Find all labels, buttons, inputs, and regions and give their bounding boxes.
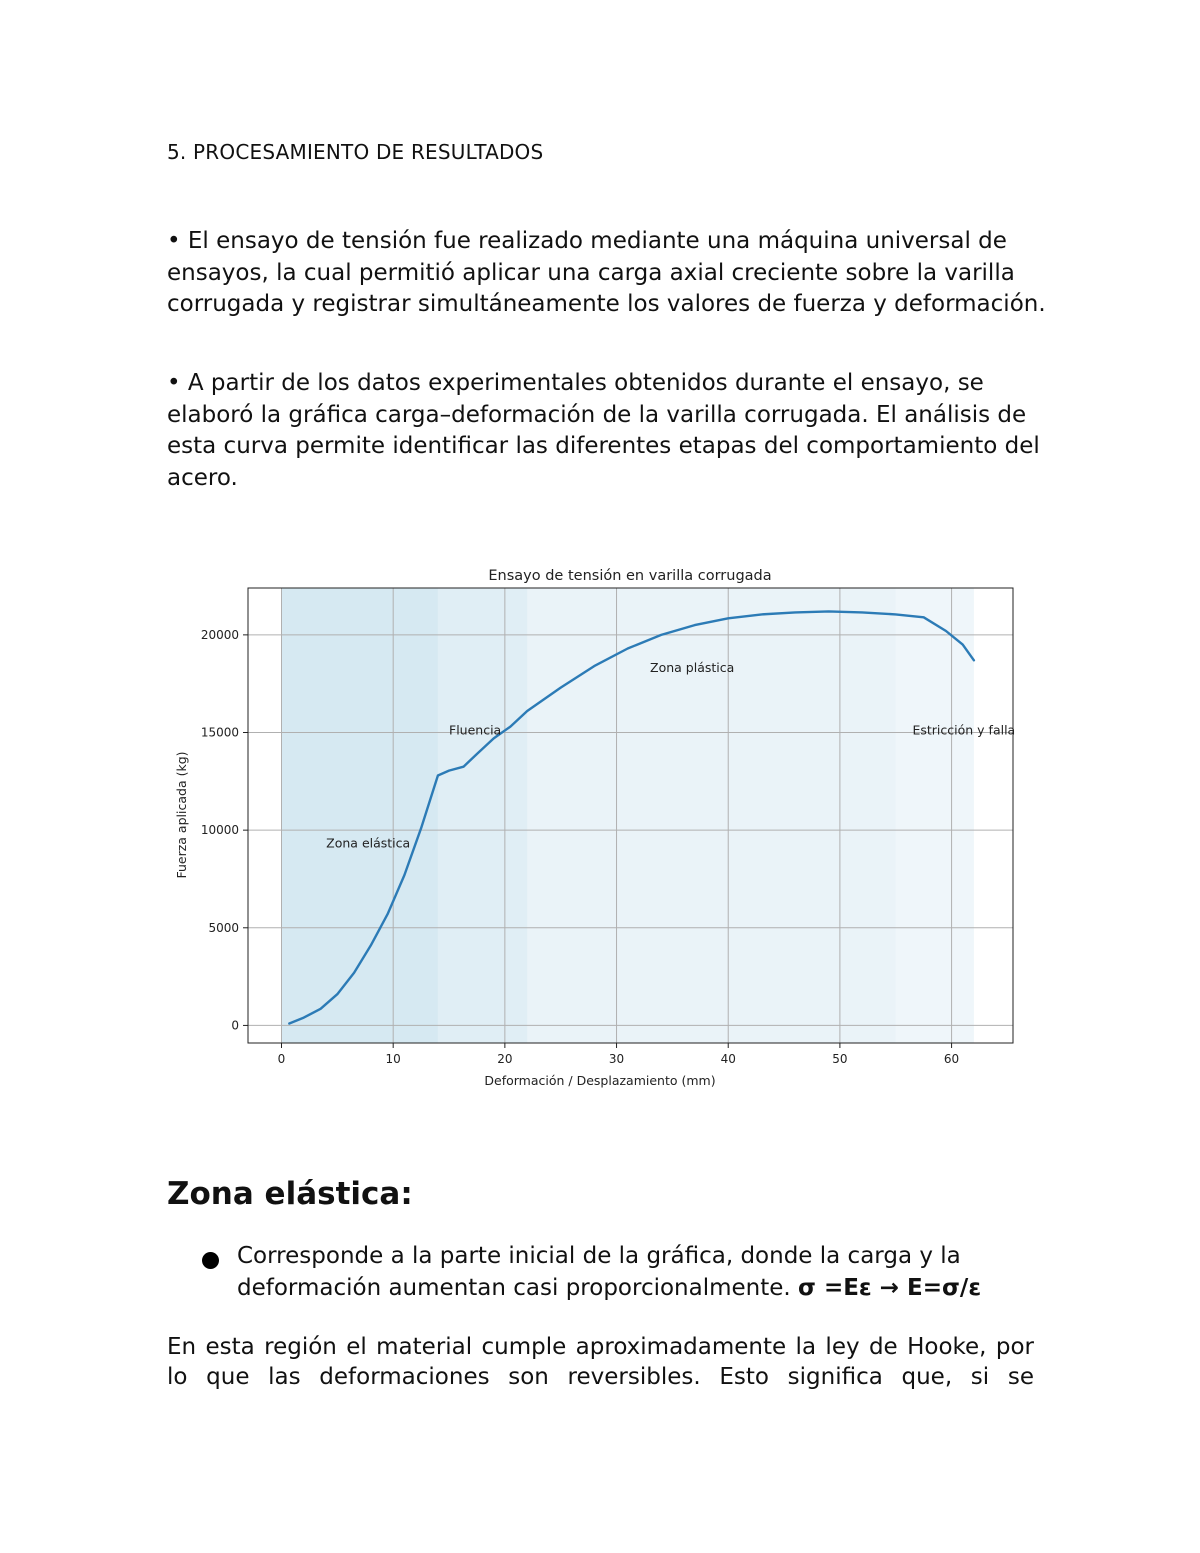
paragraph-3: En esta región el material cumple aproximadamente la ley de Hooke, por lo que las deformaciones son reversibles. Esto significa que, si se: [167, 1334, 1034, 1390]
paragraph-1: • El ensayo de tensión fue realizado mediante una máquina universal de ensayos, la cual permitió aplicar una carga axial creciente sobre la varilla corrugada y registrar simultáneamente los valores de fuerza y deformación.: [167, 228, 1046, 317]
zone-bands: [282, 588, 974, 1043]
bullet-item: [237, 1241, 1057, 1304]
bullet-item-text: Corresponde a la parte inicial de la gráfica, donde la carga y la deformación aumentan casi proporcionalmente.: [237, 1243, 961, 1301]
y-tick-label: 0: [231, 1018, 239, 1033]
zone-band: [896, 588, 974, 1043]
x-tick-label: 10: [385, 1052, 401, 1066]
y-tick-label: 10000: [200, 823, 239, 838]
x-tick-label: 20: [497, 1052, 513, 1066]
zone-label: Estricción y falla: [912, 722, 1016, 738]
y-axis-label: Fuerza aplicada (kg): [174, 751, 189, 879]
zone-band: [527, 588, 896, 1043]
zone-label: Zona plástica: [650, 659, 735, 675]
x-tick-label: 50: [832, 1052, 848, 1066]
x-tick-label: 40: [720, 1052, 736, 1066]
zone-band: [438, 588, 527, 1043]
bullet-dot-icon: [202, 1252, 219, 1269]
x-tick-label: 30: [608, 1052, 625, 1066]
x-axis-label: Deformación / Desplazamiento (mm): [484, 1073, 716, 1088]
section-heading: 5. PROCESAMIENTO DE RESULTADOS: [167, 140, 544, 164]
tension-test-chart: [160, 555, 1040, 1100]
y-tick-label: 20000: [200, 627, 239, 642]
x-tick-label: 0: [277, 1052, 286, 1066]
x-tick-label: 60: [943, 1052, 960, 1066]
y-tick-label: 15000: [200, 725, 239, 740]
section-title-elastic-zone: Zona elástica:: [167, 1176, 413, 1212]
y-tick-label: 5000: [208, 920, 239, 935]
zone-band: [282, 588, 438, 1043]
paragraph-2: • A partir de los datos experimentales obtenidos durante el ensayo, se elaboró la gráfica carga–deformación de la varilla corrugada. El análisis de esta curva permite identificar las diferentes etapas del comportamiento del acero.: [167, 370, 1040, 491]
chart-title: Ensayo de tensión en varilla corrugada: [488, 568, 772, 584]
formula: σ =Eε → E=σ/ε: [798, 1274, 982, 1301]
chart-svg: [160, 555, 1040, 1100]
zone-label: Fluencia: [449, 722, 502, 738]
zone-label: Zona elástica: [326, 835, 411, 851]
